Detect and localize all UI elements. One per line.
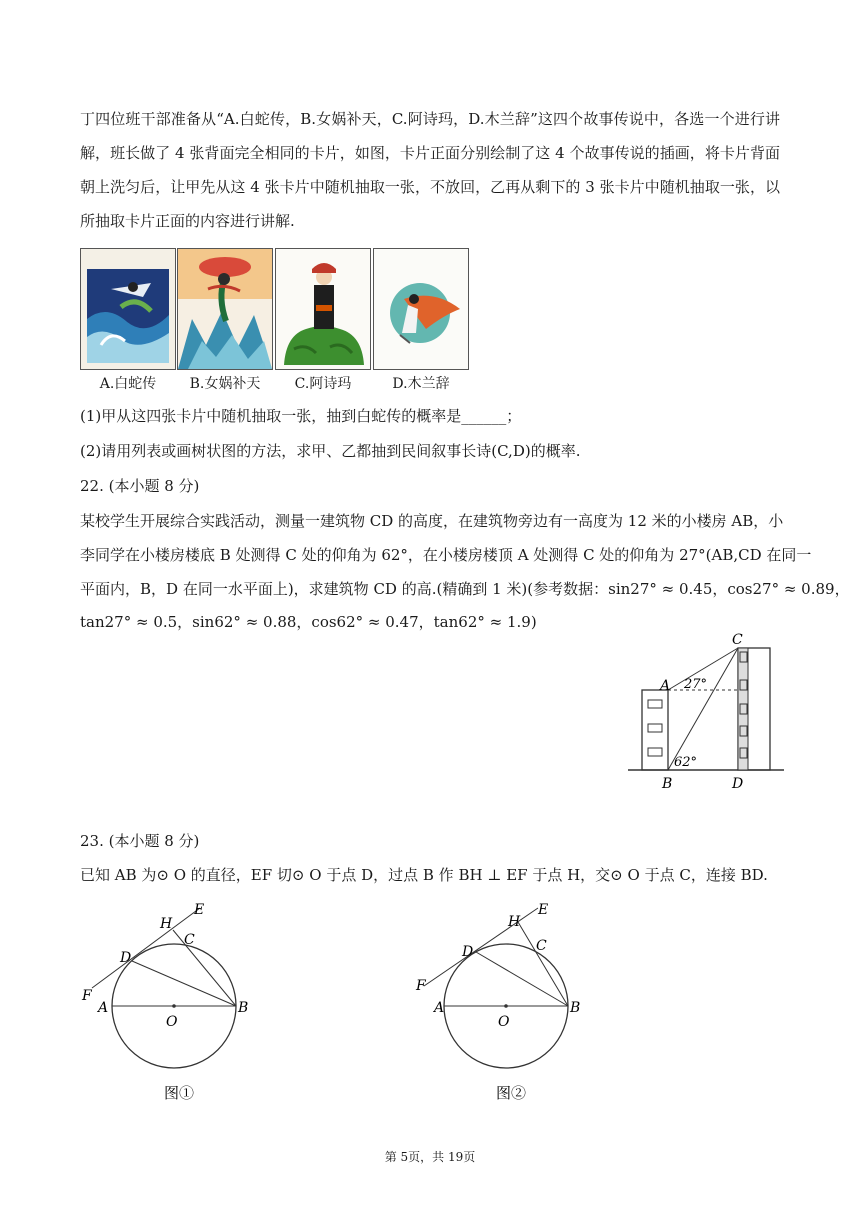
problem22-line2: 李同学在小楼房楼底 B 处测得 C 处的仰角为 62°，在小楼房楼顶 A 处测得 C 处的仰角为 27°(AB,CD 在同一 <box>80 546 812 564</box>
card-label-d: D.木兰辞 <box>392 376 450 392</box>
label-a: A <box>98 1000 109 1016</box>
label-h: H <box>160 916 173 932</box>
page-footer: 第 5页，共 19页 <box>384 1150 476 1164</box>
tangent-ef <box>92 908 200 988</box>
nvwabutian-illustration <box>178 249 272 369</box>
label-a: A <box>660 678 671 694</box>
angle-27-label: 27° <box>684 677 708 692</box>
card-ashima-image <box>275 248 371 370</box>
label-h: H <box>508 914 521 930</box>
line-bd <box>476 952 568 1006</box>
tangent-ef <box>424 908 538 986</box>
building-figure <box>620 630 790 794</box>
label-d: D <box>120 950 132 966</box>
label-f: F <box>82 988 92 1004</box>
card-label-a: A.白蛇传 <box>99 376 157 392</box>
label-d: D <box>732 776 744 792</box>
line-bh <box>173 930 236 1006</box>
card-label-b: B.女娲补天 <box>189 376 261 392</box>
label-e: E <box>194 902 205 918</box>
card-label-c: C.阿诗玛 <box>294 376 352 392</box>
problem22-header: 22. (本小题 8 分) <box>80 477 200 495</box>
problem22-line4: tan27° ≈ 0.5，sin62° ≈ 0.88，cos62° ≈ 0.47，tan62° ≈ 1.9) <box>80 613 537 631</box>
small-building-window <box>648 724 662 732</box>
label-c: C <box>732 632 743 648</box>
label-b: B <box>570 1000 581 1016</box>
label-b: B <box>238 1000 249 1016</box>
card-baishezhuan-image <box>80 248 176 370</box>
figure-2-caption: 图② <box>496 1084 527 1102</box>
sightline-b-to-c <box>668 648 738 770</box>
card-nvwabutian-image <box>177 248 273 370</box>
label-o: O <box>166 1014 178 1030</box>
label-a: A <box>434 1000 445 1016</box>
label-c: C <box>184 932 195 948</box>
label-f: F <box>416 978 426 994</box>
problem22-line3: 平面内，B，D 在同一水平面上)，求建筑物 CD 的高.(精确到 1 米)(参考数据：sin27° ≈ 0.45，cos27° ≈ 0.89， <box>80 580 850 598</box>
small-building-window <box>648 700 662 708</box>
label-d: D <box>462 944 474 960</box>
circle-figure-2 <box>410 900 590 1110</box>
label-b: B <box>662 776 673 792</box>
center-point <box>172 1004 176 1008</box>
label-e: E <box>538 902 549 918</box>
small-building <box>642 690 668 770</box>
label-c: C <box>536 938 547 954</box>
small-building-window <box>648 748 662 756</box>
problem23-statement: 已知 AB 为⊙ O 的直径，EF 切⊙ O 于点 D，过点 B 作 BH ⊥ EF 于点 H，交⊙ O 于点 C，连接 BD. <box>80 866 768 884</box>
label-o: O <box>498 1014 510 1030</box>
problem21-question1: (1)甲从这四张卡片中随机抽取一张，抽到白蛇传的概率是______； <box>80 407 522 425</box>
problem21-question2: (2)请用列表或画树状图的方法，求甲、乙都抽到民间叙事长诗(C,D)的概率. <box>80 442 581 460</box>
ashima-illustration <box>276 249 370 369</box>
line-bd <box>132 961 236 1006</box>
mulanci-illustration <box>374 249 468 369</box>
angle-62-label: 62° <box>674 755 698 770</box>
figure-1-caption: 图① <box>164 1084 195 1102</box>
baishezhuan-illustration <box>81 249 175 369</box>
line-bh <box>518 922 568 1006</box>
problem21-intro: 丁四位班干部准备从“A.白蛇传，B.女娲补天，C.阿诗玛，D.木兰辞”这四个故事传说中，各选一个进行讲解，班长做了 4 张背面完全相同的卡片，如图，卡片正面分别绘制了这 4 个故事传说的插画，将卡片背面朝上洗匀后，让甲先从这 4 张卡片中随机抽取一张，不放回，乙再从剩下的 3 张卡片中随机抽取一张，以所抽取卡片正面的内容进行讲解. <box>80 110 780 230</box>
circle-figure-1 <box>78 900 258 1110</box>
problem23-header: 23. (本小题 8 分) <box>80 832 200 850</box>
card-mulanci-image <box>373 248 469 370</box>
center-point <box>504 1004 508 1008</box>
problem22-line1: 某校学生开展综合实践活动，测量一建筑物 CD 的高度，在建筑物旁边有一高度为 12 米的小楼房 AB，小 <box>80 512 784 530</box>
